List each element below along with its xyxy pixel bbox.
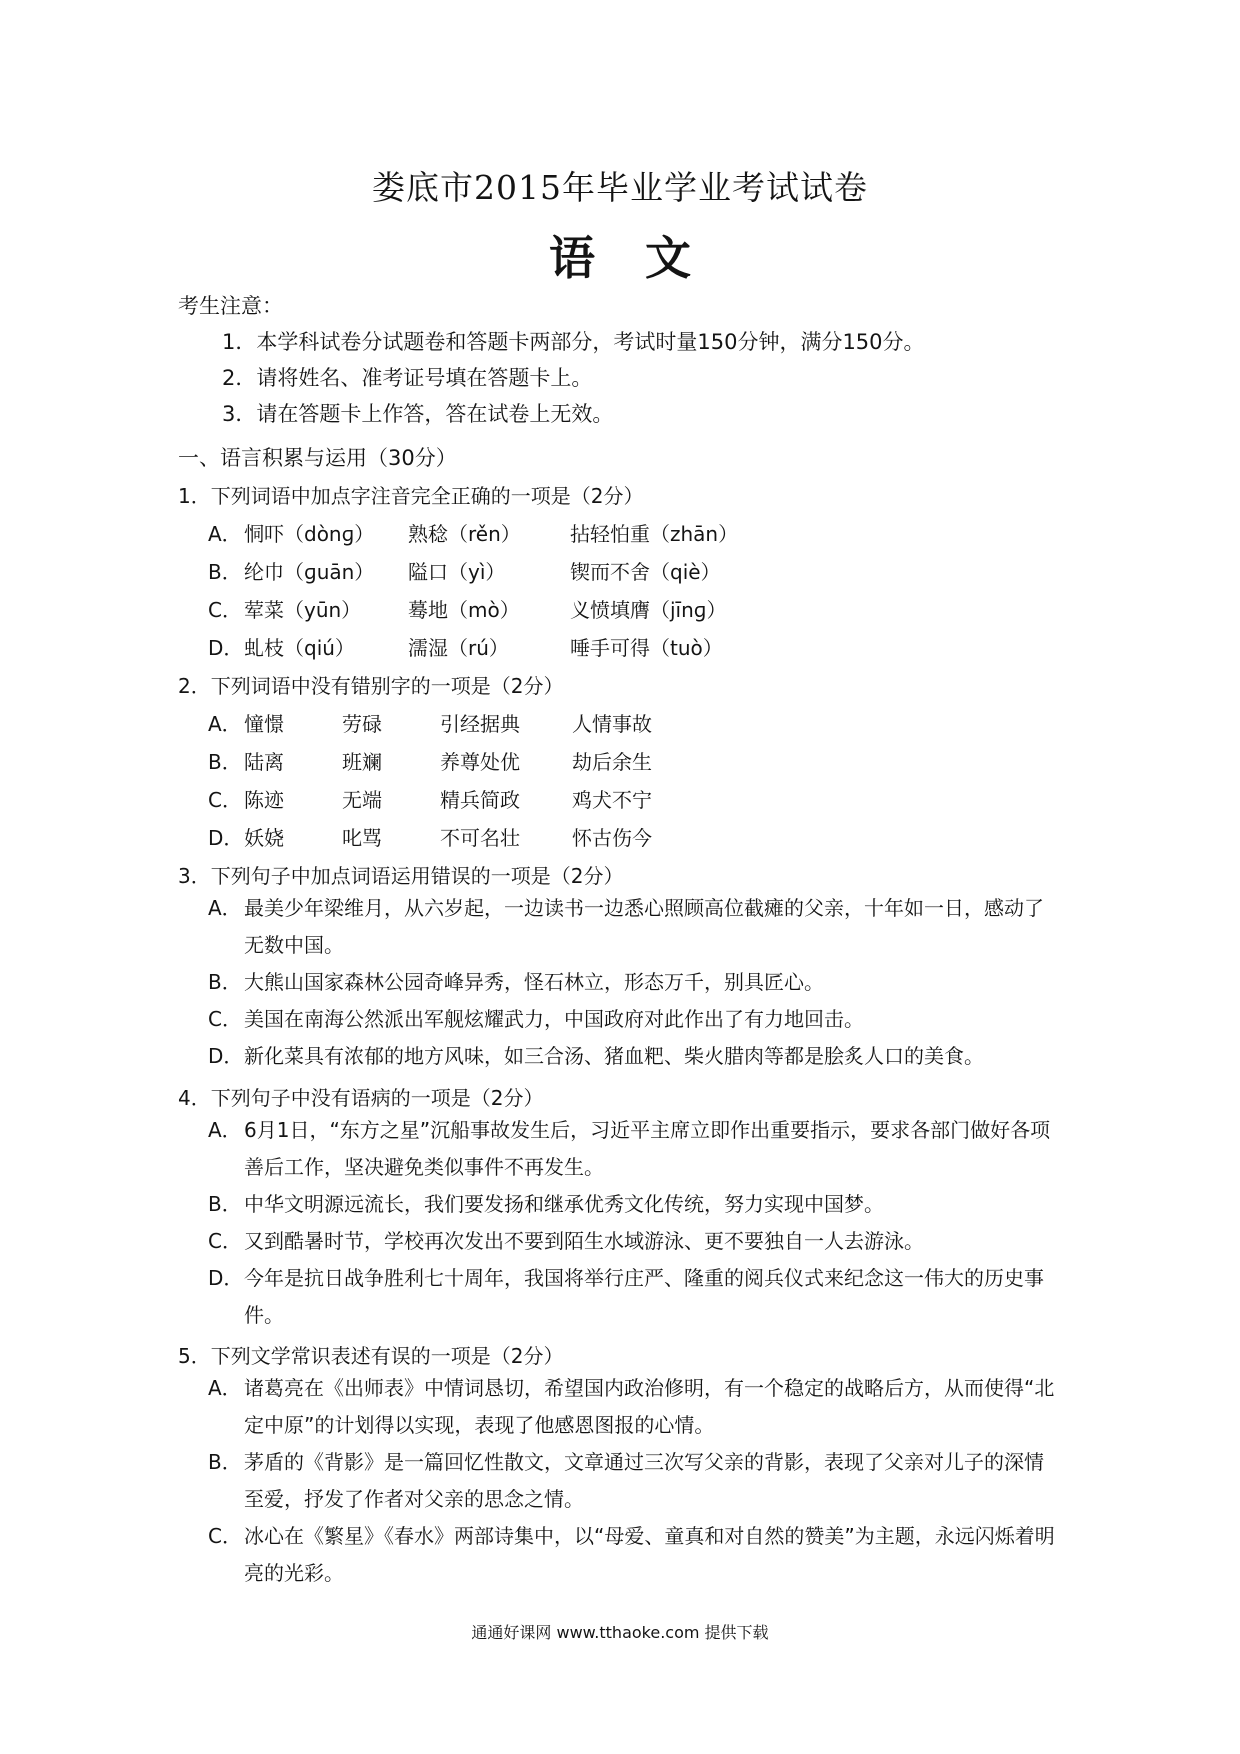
exam-title: 娄底市2015年毕业学业考试试卷 [372,168,868,207]
option-text: 诸葛亮在《出师表》中情词恳切，希望国内政治修明，有一个稳定的战略后方，从而使得“北定中原”的计划得以实现，表现了他感恩图报的心情。 [244,1376,1055,1437]
option-item: 拈轻怕重（zhān） [570,522,739,546]
option-text: 6月1日，“东方之星”沉船事故发生后，习近平主席立即作出重要指示，要求各部门做好各项善后工作，坚决避免类似事件不再发生。 [244,1118,1051,1179]
option-item: 无端 [342,788,382,812]
option-letter: C． [208,1007,242,1031]
option-item: 濡湿（rú） [408,636,509,660]
question-1-stem: 1．下列词语中加点字注音完全正确的一项是（2分） [178,484,644,508]
option-item: 怀古伤今 [572,826,652,850]
question-4-stem: 4．下列句子中没有语病的一项是（2分） [178,1086,544,1110]
question-3-stem: 3．下列句子中加点词语运用错误的一项是（2分） [178,864,624,888]
notice-item: 3．请在答题卡上作答，答在试卷上无效。 [222,402,614,426]
option-item: 劳碌 [342,712,382,736]
option-item: 鸡犬不宁 [572,788,652,812]
section-title: 一、语言积累与运用（30分） [178,446,457,470]
notice-item: 2．请将姓名、准考证号填在答题卡上。 [222,366,593,390]
option-item: 蓦地（mò） [408,598,520,622]
option-letter: B． [208,1450,242,1474]
option-letter: D． [208,826,244,850]
option-letter: A． [208,712,242,736]
option-item: 荤菜（yūn） [244,598,362,622]
question-4-option-d [208,1260,1060,1334]
notice-heading: 考生注意： [178,294,283,318]
option-item: 唾手可得（tuò） [570,636,723,660]
option-letter: D． [208,1266,244,1290]
option-item: 班斓 [342,750,382,774]
option-text: 又到酷暑时节，学校再次发出不要到陌生水域游泳、更不要独自一人去游泳。 [244,1229,924,1253]
option-letter: B． [208,1192,242,1216]
option-text: 茅盾的《背影》是一篇回忆性散文，文章通过三次写父亲的背影，表现了父亲对儿子的深情至爱，抒发了作者对父亲的思念之情。 [244,1450,1044,1511]
option-item: 养尊处优 [440,750,520,774]
option-text: 大熊山国家森林公园奇峰异秀，怪石林立，形态万千，别具匠心。 [244,970,824,994]
question-3-option-d [208,1038,1060,1075]
question-4-option-c [208,1223,1060,1260]
option-letter: D． [208,636,244,660]
question-4-option-a [208,1112,1060,1186]
option-item: 陆离 [244,750,284,774]
question-3-option-c [208,1001,1060,1038]
option-text: 新化菜具有浓郁的地方风味，如三合汤、猪血粑、柴火腊肉等都是脍炙人口的美食。 [244,1044,984,1068]
option-text: 中华文明源远流长，我们要发扬和继承优秀文化传统，努力实现中国梦。 [244,1192,884,1216]
question-5-option-b [208,1444,1060,1518]
option-letter: B． [208,750,242,774]
option-letter: C． [208,788,242,812]
option-letter: C． [208,598,242,622]
option-letter: A． [208,1118,242,1142]
option-letter: C． [208,1524,242,1548]
question-4-option-b [208,1186,1060,1223]
option-item: 虬枝（qiú） [244,636,355,660]
option-item: 恫吓（dònɡ） [244,522,375,546]
option-letter: C． [208,1229,242,1253]
option-letter: A． [208,896,242,920]
option-text: 今年是抗日战争胜利七十周年，我国将举行庄严、隆重的阅兵仪式来纪念这一伟大的历史事件。 [244,1266,1044,1327]
subject-title: 语文 [549,231,741,285]
option-letter: B． [208,970,242,994]
option-item: 妖娆 [244,826,284,850]
option-letter: A． [208,1376,242,1400]
option-item: 锲而不舍（qiè） [570,560,721,584]
option-item: 义愤填膺（jīnɡ） [570,598,727,622]
option-item: 陈迹 [244,788,284,812]
option-letter: B． [208,560,242,584]
option-item: 不可名壮 [440,826,520,850]
download-footer: 通通好课网 www.tthaoke.com 提供下载 [471,1623,769,1642]
question-5-option-c [208,1518,1060,1592]
question-5-option-a [208,1370,1060,1444]
option-text: 美国在南海公然派出军舰炫耀武力，中国政府对此作出了有力地回击。 [244,1007,864,1031]
option-item: 纶巾（ɡuān） [244,560,375,584]
option-item: 叱骂 [342,826,382,850]
option-item: 引经据典 [440,712,520,736]
option-item: 憧憬 [244,712,284,736]
option-letter: D． [208,1044,244,1068]
question-3-option-a [208,890,1060,964]
option-item: 熟稔（rěn） [408,522,521,546]
question-3-option-b [208,964,1060,1001]
notice-item: 1．本学科试卷分试题卷和答题卡两部分，考试时量150分钟，满分150分。 [222,330,925,354]
option-item: 隘口（yì） [408,560,506,584]
option-item: 劫后余生 [572,750,652,774]
option-item: 人情事故 [572,712,652,736]
option-letter: A． [208,522,242,546]
option-text: 冰心在《繁星》《春水》两部诗集中，以“母爱、童真和对自然的赞美”为主题，永远闪烁着明亮的光彩。 [244,1524,1055,1585]
option-item: 精兵简政 [440,788,520,812]
question-2-stem: 2．下列词语中没有错别字的一项是（2分） [178,674,564,698]
option-text: 最美少年梁维月，从六岁起，一边读书一边悉心照顾高位截瘫的父亲，十年如一日，感动了无数中国。 [244,896,1044,957]
question-5-stem: 5．下列文学常识表述有误的一项是（2分） [178,1344,564,1368]
